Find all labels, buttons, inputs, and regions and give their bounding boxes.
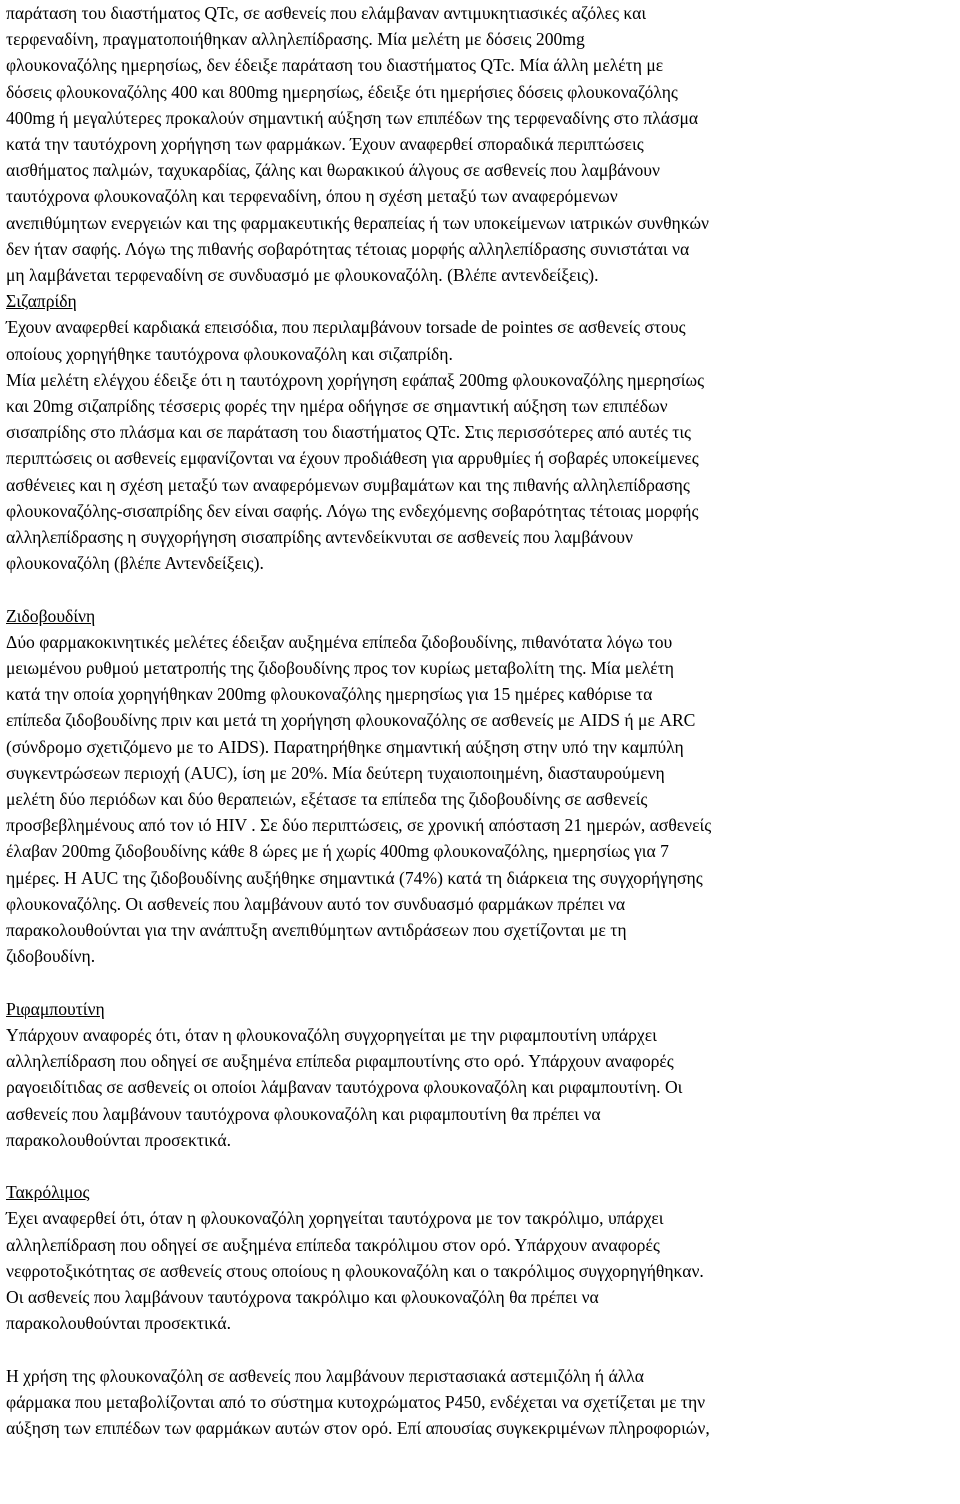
section-heading-cisapride: Σιζαπρίδη <box>6 291 77 312</box>
text-line: παράταση του διαστήματος QTc, σε ασθενείς που ελάμβαναν αντιμυκητιασικές αζόλες και <box>6 3 647 23</box>
text-line: παρακολουθούνται για την ανάπτυξη ανεπιθύμητων αντιδράσεων που σχετίζονται με τη <box>6 920 627 941</box>
text-line: νεφροτοξικότητας σε ασθενείς στους οποίους η φλουκοναζόλη και ο τακρόλιμος συγχορηγήθηκαν. <box>6 1260 704 1281</box>
paragraph-gap <box>6 1153 957 1179</box>
text-line: ημέρες. Η AUC της ζιδοβουδίνης αυξήθηκε σημαντικά (74%) κατά τη διάρκεια της συγχορήγησης <box>6 867 703 888</box>
text-line: Δύο φαρμακοκινητικές μελέτες έδειξαν αυξημένα επίπεδα ζιδοβουδίνης, πιθανότατα λόγω του <box>6 631 673 652</box>
text-line: αλληλεπίδραση που οδηγεί σε αυξημένα επίπεδα τακρόλιμου στον ορό. Υπάρχουν αναφορές <box>6 1234 660 1255</box>
section-heading-zidovudine: Ζιδοβουδίνη <box>6 605 96 626</box>
paragraph-gap <box>6 576 957 602</box>
section-heading-tacrolimus: Τακρόλιμος <box>6 1182 90 1203</box>
text-line: ανεπιθύμητων ενεργειών και της φαρμακευτικής θεραπείας ή των υποκείμενων ιατρικών συνθηκών <box>6 212 709 233</box>
text-line: αύξηση των επιπέδων των φαρμάκων αυτών στον ορό. Επί απουσίας συγκεκριμένων πληροφοριών, <box>6 1417 710 1438</box>
text-line: φλουκοναζόλης-σισαπρίδης δεν είναι σαφής. Λόγω της ενδεχόμενης σοβαρότητας τέτοιας μορφής <box>6 500 699 521</box>
text-line: αλληλεπίδρασης η συγχορήγηση σισαπρίδης αντενδείκνυται σε ασθενείς που λαμβάνουν <box>6 527 633 548</box>
section-heading-rifabutin: Ριφαμπουτίνη <box>6 998 105 1019</box>
text-line: περιπτώσεις οι ασθενείς εμφανίζονται να έχουν προδιάθεση για αρρυθμίες ή σοβαρές υποκείμενες <box>6 448 699 469</box>
section-tacrolimus <box>6 1179 957 1336</box>
text-line: έλαβαν 200mg ζιδοβουδίνης κάθε 8 ώρες με ή χωρίς 400mg φλουκοναζόλης, ημερησίως για 7 <box>6 841 669 862</box>
text-line: αλληλεπίδραση που οδηγεί σε αυξημένα επίπεδα ριφαμπουτίνης στο ορό. Υπάρχουν αναφορές <box>6 1051 674 1072</box>
text-line: δόσεις φλουκοναζόλης 400 και 800mg ημερησίως, έδειξε ότι ημερήσιες δόσεις φλουκοναζόλης <box>6 81 678 102</box>
text-line: ασθένειες και η σχέση μεταξύ των αναφερόμενων συμβαμάτων και της πιθανής αλληλεπίδρασης <box>6 474 690 495</box>
text-line: κατά την ταυτόχρονη χορήγηση των φαρμάκων. Έχουν αναφερθεί σποραδικά περιπτώσεις <box>6 134 644 155</box>
paragraph-qt-interaction <box>6 0 957 288</box>
text-line: παρακολουθούνται προσεκτικά. <box>6 1129 232 1150</box>
paragraph-gap <box>6 970 957 996</box>
text-line: ζιδοβουδίνη. <box>6 946 96 967</box>
text-line: Οι ασθενείς που λαμβάνουν ταυτόχρονα τακρόλιμο και φλουκοναζόλη θα πρέπει να <box>6 1286 599 1307</box>
text-line: μελέτη δύο περιόδων και δύο θεραπειών, εξέτασε τα επίπεδα της ζιδοβουδίνης σε ασθενείς <box>6 789 648 810</box>
text-line: αισθήματος παλμών, ταχυκαρδίας, ζάλης και θωρακικού άλγους σε ασθενείς που λαμβάνουν <box>6 160 660 181</box>
text-line: τερφεναδίνη, πραγματοποιήθηκαν αλληλεπίδρασης. Μία μελέτη με δόσεις 200mg <box>6 29 585 50</box>
text-line: φάρμακα που μεταβολίζονται από το σύστημα κυτοχρώματος P450, ενδέχεται να σχετίζεται με την <box>6 1391 706 1412</box>
text-line: Έχει αναφερθεί ότι, όταν η φλουκοναζόλη χορηγείται ταυτόχρονα με τον τακρόλιμο, υπάρχει <box>6 1208 664 1229</box>
section-rifabutin <box>6 996 957 1153</box>
text-line: μειωμένου ρυθμού μετατροπής της ζιδοβουδίνης προς τον κυρίως μεταβολίτη της. Μία μελέτη <box>6 658 674 679</box>
text-line: συγκεντρώσεων περιοχή (AUC), ίση με 20%. Μία δεύτερη τυχαιοποιημένη, διασταυρούμενη <box>6 762 665 783</box>
section-cisapride <box>6 288 957 576</box>
text-line: προσβεβλημένους από τον ιό HIV . Σε δύο περιπτώσεις, σε χρονική απόσταση 21 ημερών, ασθενείς <box>6 815 712 836</box>
text-line: φλουκοναζόλης ημερησίως, δεν έδειξε παράταση του διαστήματος QTc. Μία άλλη μελέτη με <box>6 55 664 76</box>
text-line: (σύνδρομο σχετιζόμενο με το AIDS). Παρατηρήθηκε σημαντική αύξηση στην υπό την καμπύλη <box>6 736 684 757</box>
text-line: ταυτόχρονα φλουκοναζόλη και τερφεναδίνη, όπου η σχέση μεταξύ των αναφερόμενων <box>6 186 618 207</box>
text-line: Η χρήση της φλουκοναζόλη σε ασθενείς που λαμβάνουν περιστασιακά αστεμιζόλη ή άλλα <box>6 1365 645 1386</box>
text-line: ασθενείς που λαμβάνουν ταυτόχρονα φλουκοναζόλη και ριφαμπουτίνη θα πρέπει να <box>6 1103 601 1124</box>
text-line: επίπεδα ζιδοβουδίνης πριν και μετά τη χορήγηση φλουκοναζόλης σε ασθενείς με AIDS ή με ARC <box>6 710 696 731</box>
text-line: Υπάρχουν αναφορές ότι, όταν η φλουκοναζόλη συγχορηγείται με την ριφαμπουτίνη υπάρχει <box>6 1024 657 1045</box>
text-line: και 20mg σιζαπρίδης τέσσερις φορές την ημέρα οδήγησε σε σημαντική αύξηση των επιπέδων <box>6 396 668 417</box>
paragraph-gap <box>6 1336 957 1362</box>
text-line: φλουκοναζόλης. Οι ασθενείς που λαμβάνουν αυτό τον συνδυασμό φαρμάκων πρέπει να <box>6 893 626 914</box>
paragraph-p450 <box>6 1363 957 1442</box>
text-line: 400mg ή μεγαλύτερες προκαλούν σημαντική αύξηση των επιπέδων της τερφεναδίνης στο πλάσμα <box>6 107 699 128</box>
text-line: μη λαμβάνεται τερφεναδίνη σε συνδυασμό με φλουκοναζόλη. (Βλέπε αντενδείξεις). <box>6 265 599 286</box>
section-zidovudine <box>6 603 957 970</box>
text-line: φλουκοναζόλη (βλέπε Αντενδείξεις). <box>6 553 264 574</box>
text-line: παρακολουθούνται προσεκτικά. <box>6 1313 232 1334</box>
text-line: οποίους χορηγήθηκε ταυτόχρονα φλουκοναζόλη και σιζαπρίδη. <box>6 343 453 364</box>
text-line: δεν ήταν σαφής. Λόγω της πιθανής σοβαρότητας τέτοιας μορφής αλληλεπίδρασης συνιστάται να <box>6 238 690 259</box>
text-line: ραγοειδίτιδας σε ασθενείς οι οποίοι λάμβαναν ταυτόχρονα φλουκοναζόλη και ριφαμπουτίνη. Οι <box>6 1077 683 1098</box>
text-line: σισαπρίδης στο πλάσμα και σε παράταση του διαστήματος QTc. Στις περισσότερες από αυτές τις <box>6 422 692 443</box>
text-line: κατά την οποία χορηγήθηκαν 200mg φλουκοναζόλης ημερησίως για 15 ημέρες καθόριse τα <box>6 684 653 705</box>
text-line: Μία μελέτη ελέγχου έδειξε ότι η ταυτόχρονη χορήγηση εφάπαξ 200mg φλουκοναζόλης ημερησίως <box>6 369 705 390</box>
text-line: Έχουν αναφερθεί καρδιακά επεισόδια, που περιλαμβάνουν torsade de pointes σε ασθενείς στους <box>6 317 686 338</box>
